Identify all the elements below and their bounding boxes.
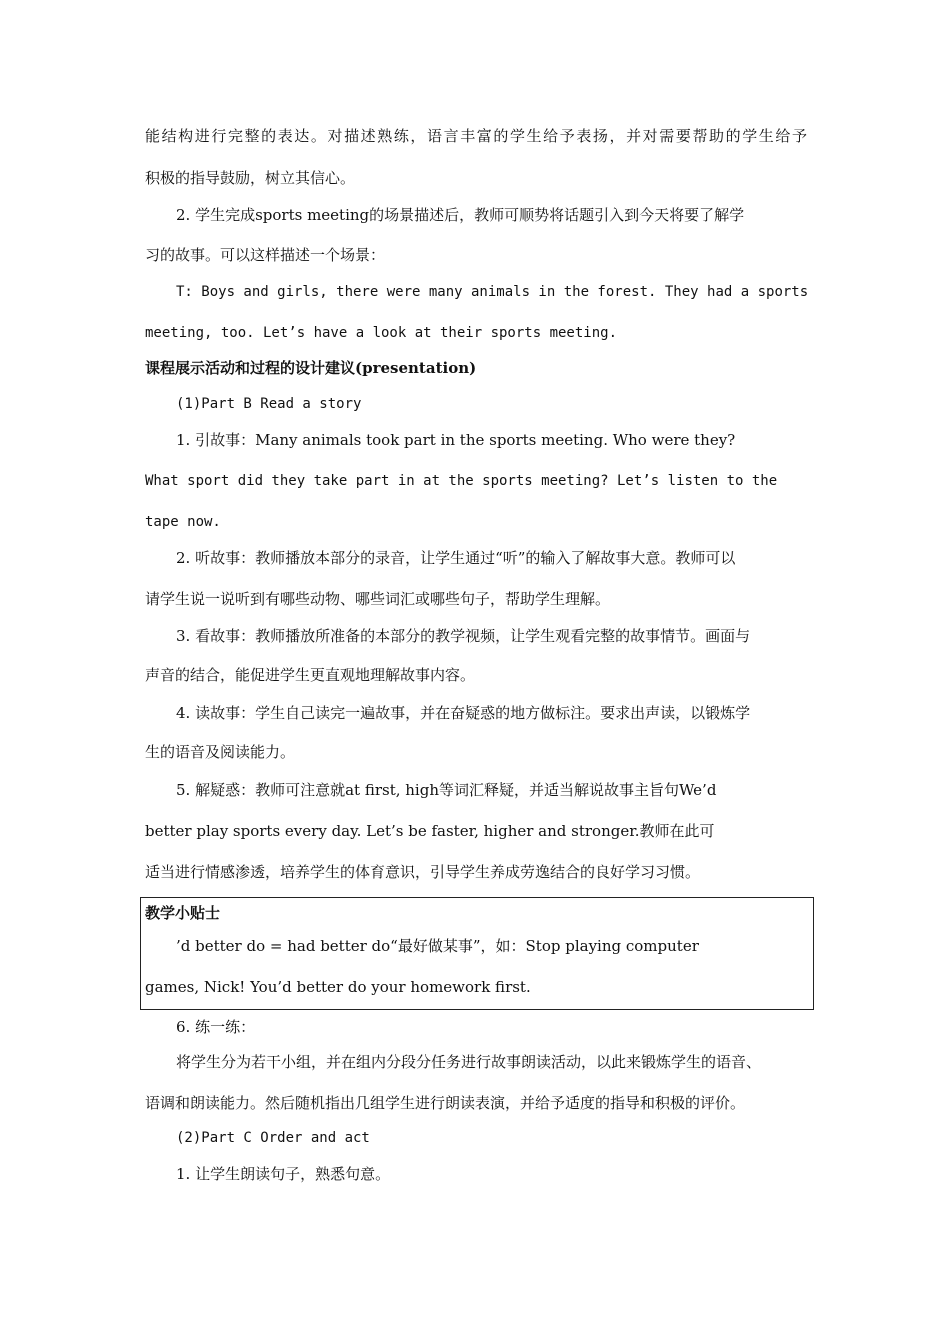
paragraph-line: 6. 练一练：	[176, 1018, 256, 1036]
paragraph-line: 3. 看故事：教师播放所准备的本部分的教学视频，让学生观看完整的故事情节。画面与	[176, 627, 751, 645]
section-heading: 课程展示活动和过程的设计建议(presentation)	[145, 359, 477, 377]
paragraph-line: meeting, too. Let’s have a look at their sports meeting.	[145, 325, 618, 341]
paragraph-line: What sport did they take part in at the sports meeting? Let’s listen to the	[145, 473, 778, 489]
paragraph-line: 习的故事。可以这样描述一个场景：	[145, 246, 386, 264]
paragraph-line: 积极的指导鼓励，树立其信心。	[145, 169, 356, 187]
paragraph-line: 生的语音及阅读能力。	[145, 743, 296, 761]
paragraph-line: 1. 引故事：Many animals took part in the sports meeting. Who were they?	[176, 431, 736, 449]
paragraph-line: 2. 听故事：教师播放本部分的录音，让学生通过“听”的输入了解故事大意。教师可以	[176, 549, 736, 567]
tip-title: 教学小贴士	[145, 904, 221, 922]
subsection-heading: (2)Part C Order and act	[176, 1130, 370, 1146]
paragraph-line: 2. 学生完成sports meeting的场景描述后，教师可顺势将话题引入到今天将要了解学	[176, 206, 745, 224]
paragraph-line: 声音的结合，能促进学生更直观地理解故事内容。	[145, 666, 476, 684]
paragraph-line: 适当进行情感渗透，培养学生的体育意识，引导学生养成劳逸结合的良好学习习惯。	[145, 863, 701, 881]
subsection-heading: (1)Part B Read a story	[176, 396, 362, 412]
paragraph-line: better play sports every day. Let’s be faster, higher and stronger.教师在此可	[145, 822, 715, 840]
paragraph-line: 语调和朗读能力。然后随机指出几组学生进行朗读表演，并给予适度的指导和积极的评价。	[145, 1094, 746, 1112]
paragraph-line: 请学生说一说听到有哪些动物、哪些词汇或哪些句子，帮助学生理解。	[145, 590, 611, 608]
paragraph-line: 5. 解疑惑：教师可注意就at first, high等词汇释疑，并适当解说故事主旨句We’d	[176, 781, 717, 799]
paragraph-line: T: Boys and girls, there were many animals in the forest. They had a sports	[176, 284, 809, 300]
paragraph-line: 将学生分为若干小组，并在组内分段分任务进行故事朗读活动，以此来锻炼学生的语音、	[176, 1053, 762, 1071]
paragraph-line: 4. 读故事：学生自己读完一遍故事，并在奋疑惑的地方做标注。要求出声读，以锻炼学	[176, 704, 751, 722]
tip-line: ’d better do = had better do“最好做某事”，如：Stop playing computer	[176, 937, 699, 955]
tip-line: games, Nick! You’d better do your homework first.	[145, 978, 531, 996]
paragraph-line: 1. 让学生朗读句子，熟悉句意。	[176, 1165, 391, 1183]
paragraph-line: tape now.	[145, 514, 221, 530]
paragraph-line: 能结构进行完整的表达。对描述熟练，语言丰富的学生给予表扬，并对需要帮助的学生给予	[145, 127, 807, 145]
